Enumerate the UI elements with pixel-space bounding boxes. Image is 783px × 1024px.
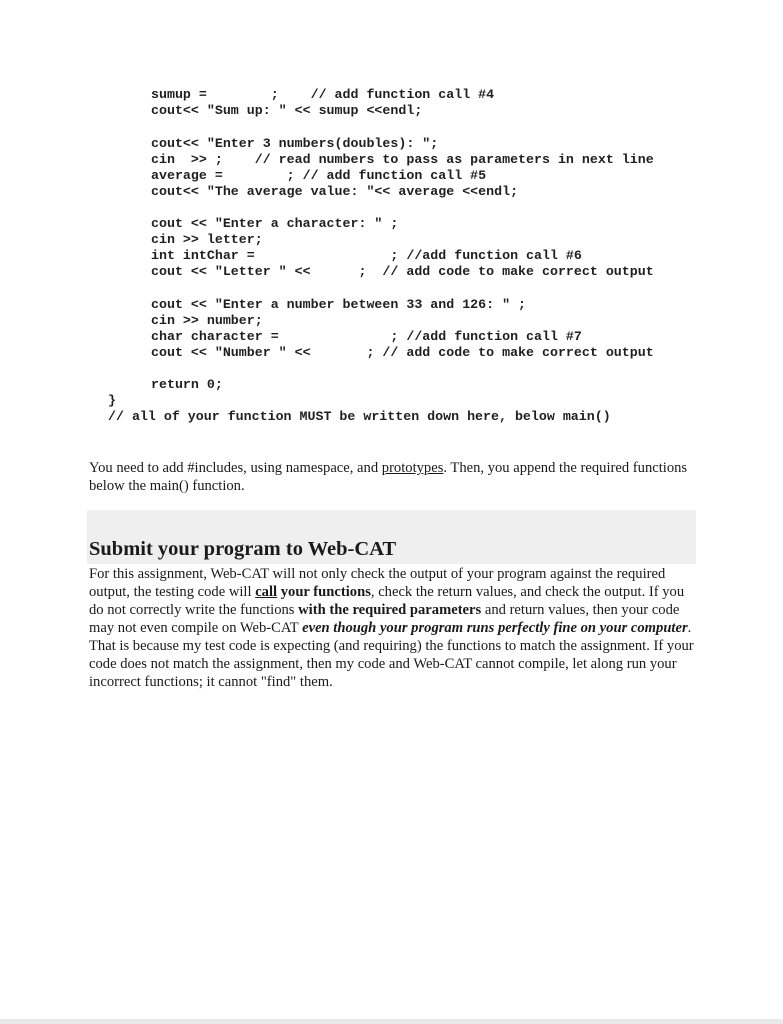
code-line: cout<< "Enter 3 numbers(doubles): "; — [151, 136, 439, 151]
code-line: char character = ; //add function call #7 — [151, 329, 582, 344]
code-line: sumup = ; // add function call #4 — [151, 87, 495, 102]
intro-text: You need to add #includes, using namespace, and — [89, 460, 382, 476]
emphasis-even-though: even though your program runs perfectly fine on your computer — [302, 620, 688, 636]
code-line: cout<< "The average value: "<< average <<endl; — [151, 184, 519, 199]
section-title: Submit your program to Web-CAT — [89, 538, 397, 560]
submit-text: . That is because my test code is expecting (and requiring) the functions to match the assignment. If your code does not match the assignment, then my code and Web-CAT cannot compile, let along run your incorrect functions; it cannot "find" them. — [89, 620, 694, 690]
code-line: return 0; — [151, 377, 223, 392]
code-line: cin >> number; — [151, 313, 263, 328]
emphasis-call: call — [255, 584, 278, 600]
submit-text: For this assignment, Web-CAT will not only check the output of your program against the required output, the testing code will — [89, 566, 666, 600]
code-line: } — [108, 393, 116, 408]
code-line: cin >> ; // read numbers to pass as parameters in next line — [151, 152, 654, 167]
submit-text: and return values, then your code may not even compile on Web-CAT — [89, 602, 680, 636]
intro-paragraph — [89, 459, 699, 495]
emphasis-required-parameters: with the required parameters — [298, 602, 482, 618]
code-line: int intChar = ; //add function call #6 — [151, 248, 582, 263]
intro-text: . Then, you append the required functions below the main() function. — [89, 460, 688, 494]
code-line: cout << "Number " << ; // add code to make correct output — [151, 345, 654, 360]
code-line: cout << "Enter a character: " ; — [151, 216, 399, 231]
emphasis-your-functions: your functions — [277, 584, 371, 600]
submit-paragraph — [89, 565, 696, 691]
code-line: cout << "Enter a number between 33 and 126: " ; — [151, 297, 527, 312]
submit-text: , check the return values, and check the output. If you do not correctly write the functions — [89, 584, 685, 618]
code-line: cout << "Letter " << ; // add code to make correct output — [151, 264, 654, 279]
code-line: cout<< "Sum up: " << sumup <<endl; — [151, 103, 423, 118]
page-bottom-edge — [0, 1019, 783, 1024]
code-line: cin >> letter; — [151, 232, 263, 247]
code-line: average = ; // add function call #5 — [151, 168, 487, 183]
code-line: // all of your function MUST be written down here, below main() — [108, 409, 611, 424]
prototypes-link-text: prototypes — [381, 460, 444, 476]
